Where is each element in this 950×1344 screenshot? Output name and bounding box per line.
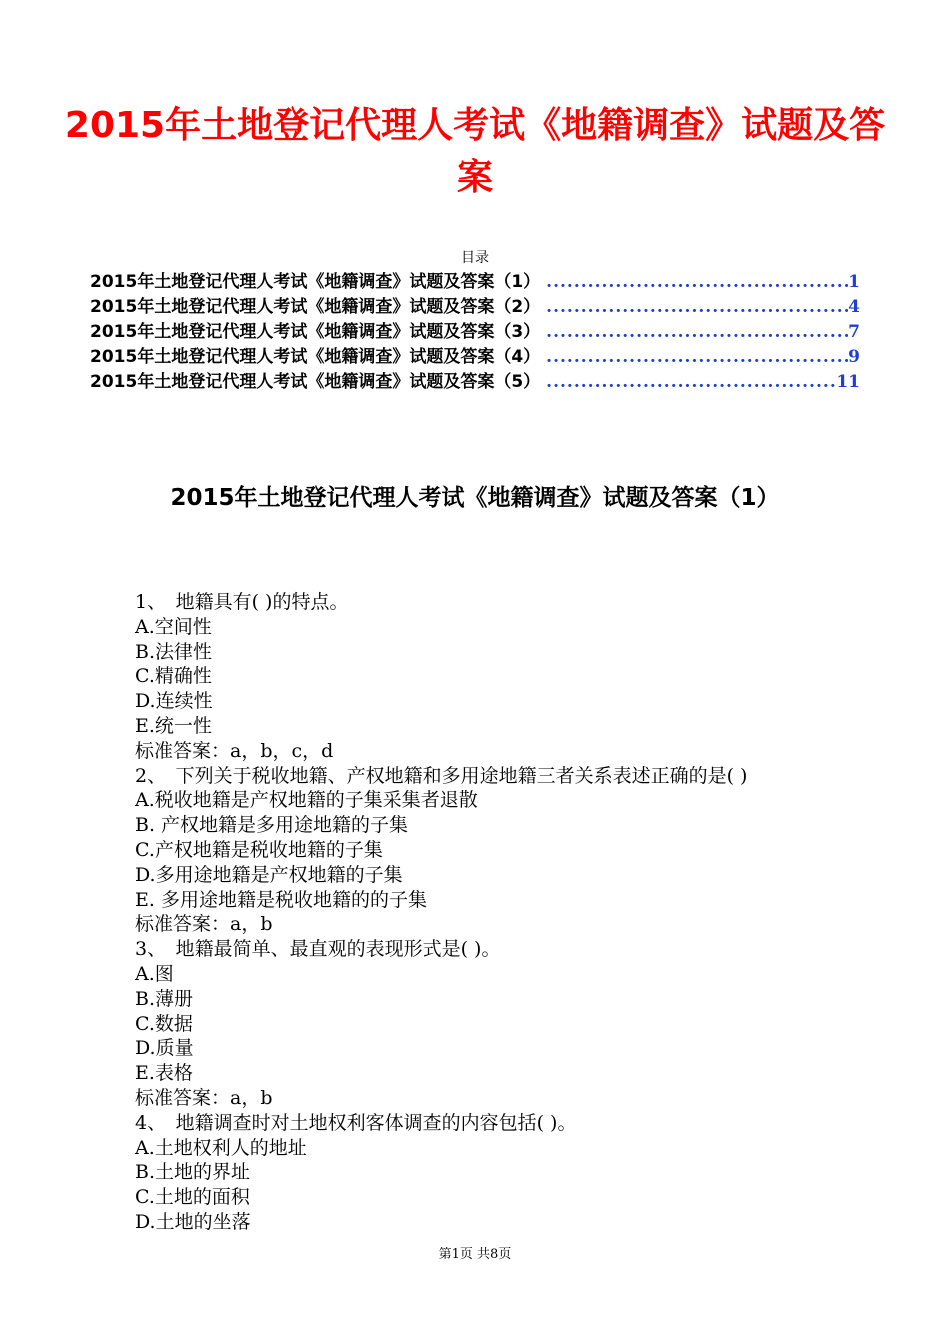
question-option: B.薄册 (135, 987, 194, 1010)
document-title: 2015年土地登记代理人考试《地籍调查》试题及答案 (64, 105, 886, 198)
toc-leader-dots (546, 270, 848, 295)
toc-entry-page[interactable]: 11 (836, 372, 860, 392)
toc-entry-text: 2015年土地登记代理人考试《地籍调查》试题及答案（3） (90, 322, 541, 342)
question-answer: 标准答案：a，b，c，d (135, 739, 334, 762)
question-option: B.法律性 (135, 640, 213, 663)
question-option: C.产权地籍是税收地籍的子集 (135, 838, 383, 861)
toc-entry-page[interactable]: 9 (848, 347, 860, 367)
toc-leader-dots (546, 370, 836, 395)
toc-entry-3[interactable] (90, 320, 860, 345)
question-answer: 标准答案：a，b (135, 1086, 273, 1109)
toc-entry-page[interactable]: 7 (848, 322, 860, 342)
question-text: 4、 地籍调查时对土地权利客体调查的内容包括( )。 (135, 1111, 577, 1134)
question-option: D.多用途地籍是产权地籍的子集 (135, 863, 403, 886)
question-option: E. 多用途地籍是税收地籍的的子集 (135, 888, 427, 911)
question-text: 2、 下列关于税收地籍、产权地籍和多用途地籍三者关系表述正确的是( ) (135, 764, 748, 787)
toc-entry-text: 2015年土地登记代理人考试《地籍调查》试题及答案（1） (90, 272, 541, 292)
question-option: D.质量 (135, 1037, 194, 1060)
toc-leader-dots (546, 320, 848, 345)
toc-entry-text: 2015年土地登记代理人考试《地籍调查》试题及答案（2） (90, 297, 541, 317)
toc-entry-1[interactable] (90, 270, 860, 295)
question-text: 1、 地籍具有( )的特点。 (135, 591, 349, 613)
question-option: A.税收地籍是产权地籍的子集采集者退散 (135, 789, 478, 812)
toc-entry-page[interactable]: 1 (848, 272, 860, 292)
question-option: B.土地的界址 (135, 1161, 251, 1184)
question-list (135, 590, 895, 1235)
toc-entry-text: 2015年土地登记代理人考试《地籍调查》试题及答案（4） (90, 347, 541, 367)
question-option: E.表格 (135, 1062, 193, 1085)
question-option: C.精确性 (135, 665, 212, 688)
question-answer: 标准答案：a，b (135, 913, 273, 936)
toc-entry-2[interactable] (90, 295, 860, 320)
toc-entry-5[interactable] (90, 370, 860, 395)
question-option: B. 产权地籍是多用途地籍的子集 (135, 814, 409, 837)
question-option: A.空间性 (135, 615, 212, 638)
toc-entry-page[interactable]: 4 (848, 297, 860, 317)
toc-entry-text: 2015年土地登记代理人考试《地籍调查》试题及答案（5） (90, 372, 541, 392)
page-footer: 第1页 共8页 (438, 1247, 512, 1262)
question-option: C.土地的面积 (135, 1186, 250, 1209)
toc-leader-dots (546, 345, 848, 370)
question-option: A.土地权利人的地址 (135, 1136, 307, 1159)
question-option: A.图 (135, 962, 174, 985)
section-title: 2015年土地登记代理人考试《地籍调查》试题及答案（1） (170, 485, 780, 511)
toc-entry-4[interactable] (90, 345, 860, 370)
question-option: C.数据 (135, 1012, 193, 1035)
table-of-contents (90, 270, 860, 395)
question-option: D.土地的坐落 (135, 1210, 251, 1233)
toc-heading: 目录 (461, 250, 489, 266)
toc-leader-dots (546, 295, 848, 320)
question-option: E.统一性 (135, 714, 212, 737)
question-text: 3、 地籍最简单、最直观的表现形式是( )。 (135, 938, 501, 961)
question-option: D.连续性 (135, 690, 213, 713)
